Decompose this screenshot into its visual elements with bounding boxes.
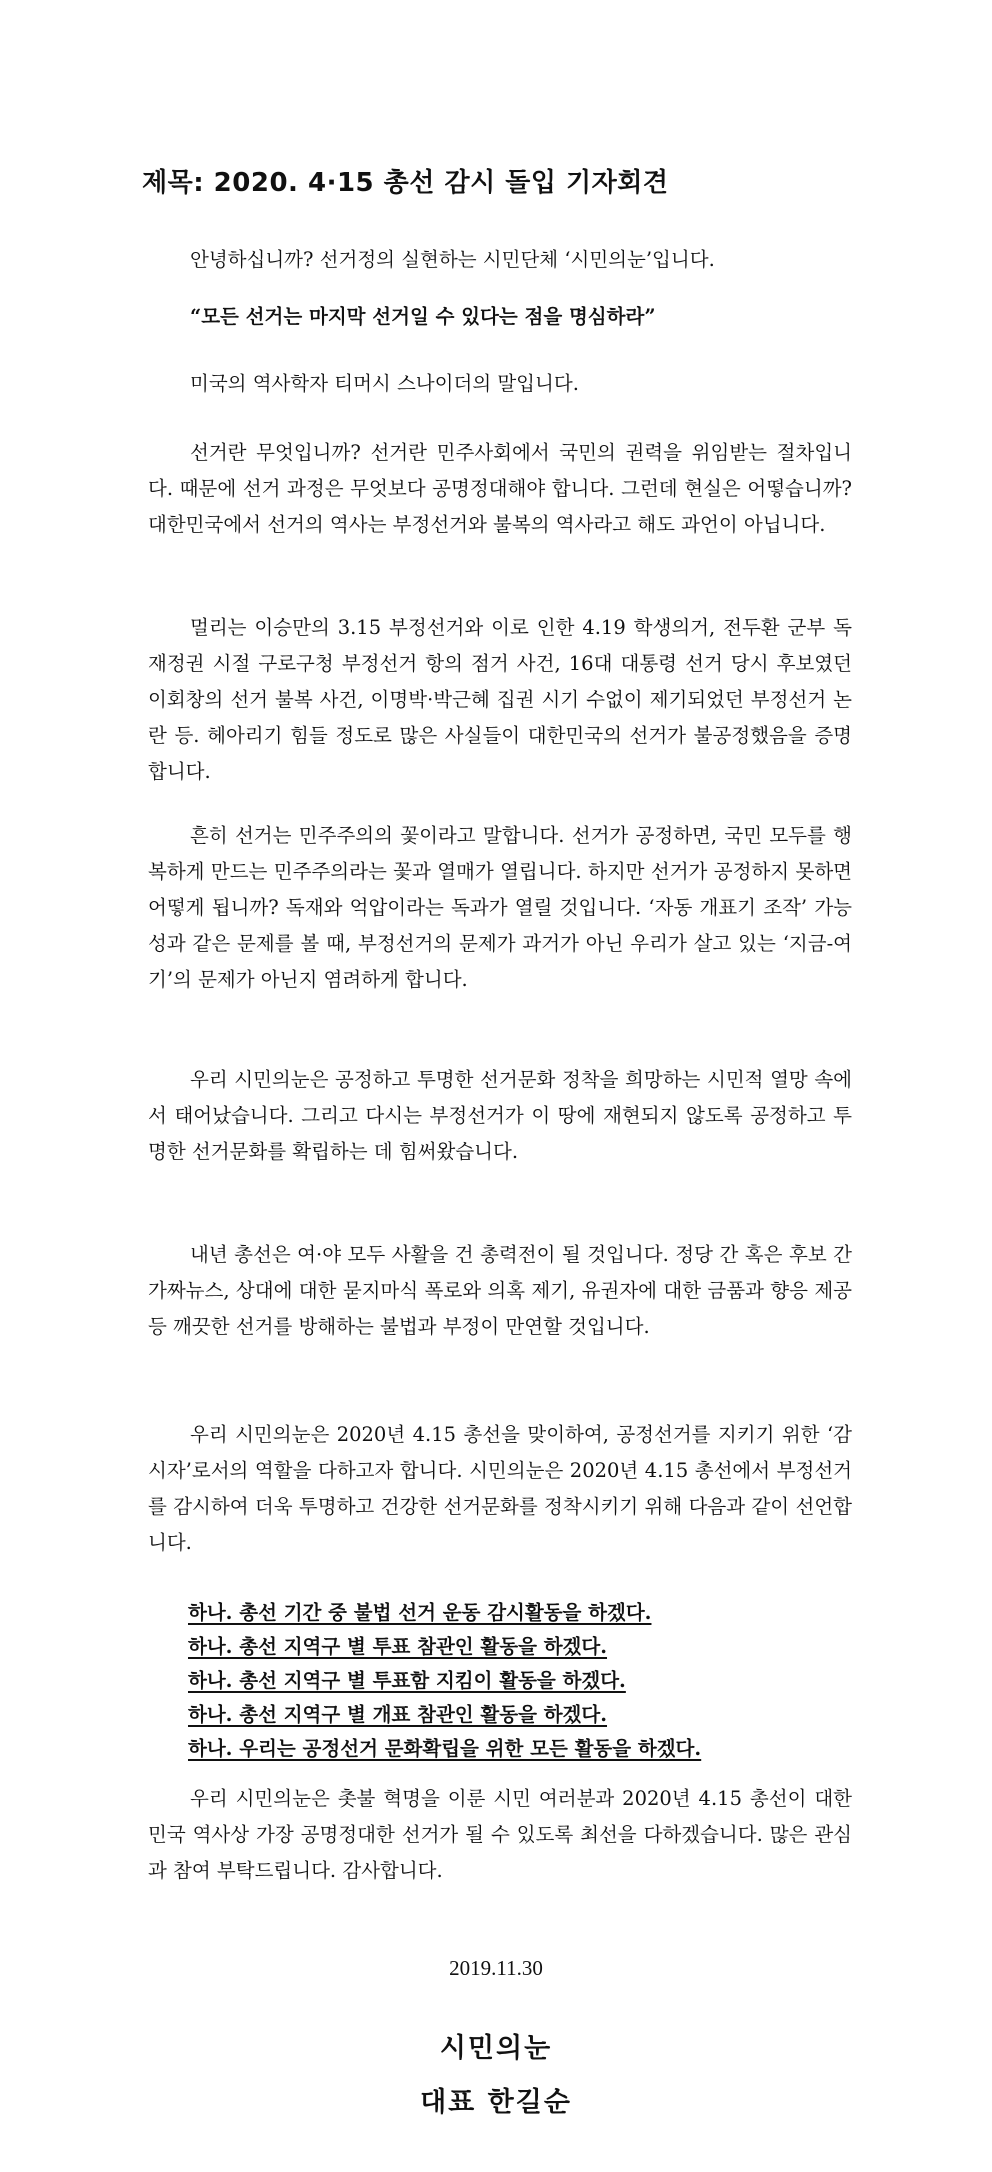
pledge-item: 하나. 총선 지역구 별 투표 참관인 활동을 하겠다. <box>188 1635 608 1658</box>
paragraph-next-election: 내년 총선은 여·야 모두 사활을 건 총력전이 될 것입니다. 정당 간 혹은 후보 간 가짜뉴스, 상대에 대한 묻지마식 폭로와 의혹 제기, 유권자에 대한 금품과 향응 제공 등 깨끗한 선거를 방해하는 불법과 부정이 만연할 것입니다. <box>148 1243 852 1338</box>
pledge-item: 하나. 총선 지역구 별 투표함 지킴이 활동을 하겠다. <box>188 1669 626 1692</box>
pledge-item: 하나. 우리는 공정선거 문화확립을 위한 모든 활동을 하겠다. <box>188 1737 702 1760</box>
document-title: 제목: 2020. 4·15 총선 감시 돌입 기자회견 <box>142 168 669 198</box>
paragraph-what-is-election: 선거란 무엇입니까? 선거란 민주사회에서 국민의 권력을 위임받는 절차입니다. 때문에 선거 과정은 무엇보다 공명정대해야 합니다. 그런데 현실은 어떻습니까? 대한민국에서 선거의 역사는 부정선거와 불복의 역사라고 해도 과언이 아닙니다. <box>148 441 852 536</box>
pledge-item: 하나. 총선 기간 중 불법 선거 운동 감시활동을 하겠다. <box>188 1601 652 1624</box>
greeting-line: 안녕하십니까? 선거정의 실현하는 시민단체 ‘시민의눈’입니다. <box>190 248 715 271</box>
document-date: 2019.11.30 <box>449 1956 543 1980</box>
pledge-list <box>188 1596 701 1766</box>
quote-line: “모든 선거는 마지막 선거일 수 있다는 점을 명심하라” <box>190 305 656 328</box>
paragraph-citizens-eye-origin: 우리 시민의눈은 공정하고 투명한 선거문화 정착을 희망하는 시민적 열망 속에서 태어났습니다. 그리고 다시는 부정선거가 이 땅에 재현되지 않도록 공정하고 투명한 선거문화를 확립하는 데 힘써왔습니다. <box>148 1068 852 1163</box>
paragraph-closing: 우리 시민의눈은 촛불 혁명을 이룬 시민 여러분과 2020년 4.15 총선이 대한민국 역사상 가장 공명정대한 선거가 될 수 있도록 최선을 다하겠습니다. 많은 관심과 참여 부탁드립니다. 감사합니다. <box>148 1787 852 1882</box>
pledge-item: 하나. 총선 지역구 별 개표 참관인 활동을 하겠다. <box>188 1703 608 1726</box>
paragraph-declaration: 우리 시민의눈은 2020년 4.15 총선을 맞이하여, 공정선거를 지키기 위한 ‘감시자’로서의 역할을 다하고자 합니다. 시민의눈은 2020년 4.15 총선에서 부정선거를 감시하여 더욱 투명하고 건강한 선거문화를 정착시키기 위해 다음과 같이 선언합니다. <box>148 1423 852 1554</box>
paragraph-flower-of-democracy: 흔히 선거는 민주주의의 꽃이라고 말합니다. 선거가 공정하면, 국민 모두를 행복하게 만드는 민주주의라는 꽃과 열매가 열립니다. 하지만 선거가 공정하지 못하면 어떻게 됩니까? 독재와 억압이라는 독과가 열릴 것입니다. ‘자동 개표기 조작’ 가능성과 같은 문제를 볼 때, 부정선거의 문제가 과거가 아닌 우리가 살고 있는 ‘지금-여기’의 문제가 아닌지 염려하게 합니다. <box>148 824 852 991</box>
organization-name: 시민의눈 <box>439 2033 553 2064</box>
paragraph-election-history: 멀리는 이승만의 3.15 부정선거와 이로 인한 4.19 학생의거, 전두환 군부 독재정권 시절 구로구청 부정선거 항의 점거 사건, 16대 대통령 선거 당시 후보였던 이회창의 선거 불복 사건, 이명박·박근혜 집권 시기 수없이 제기되었던 부정선거 논란 등. 헤아리기 힘들 정도로 많은 사실들이 대한민국의 선거가 불공정했음을 증명합니다. <box>148 616 852 783</box>
quote-attribution: 미국의 역사학자 티머시 스나이더의 말입니다. <box>190 372 579 395</box>
representative-name: 대표 한길순 <box>420 2087 572 2118</box>
